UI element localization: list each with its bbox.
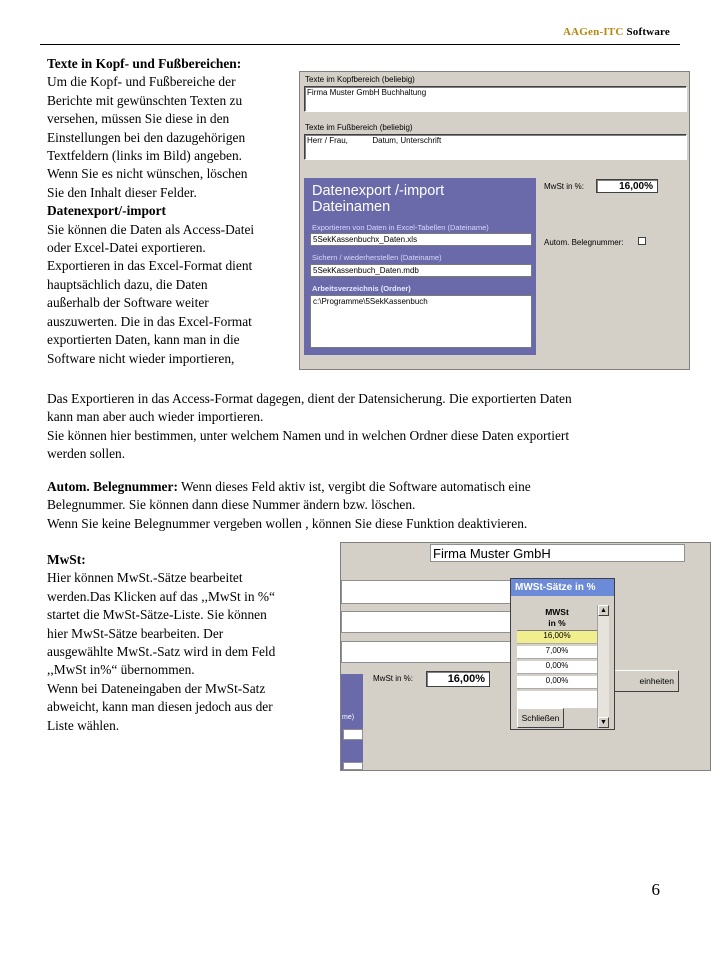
mwst-screenshot <box>340 542 711 771</box>
mwst-value-2: 16,00% <box>447 673 485 685</box>
text-line: Hier können MwSt.-Sätze bearbeitet <box>47 570 243 586</box>
kopf-textarea[interactable] <box>304 86 687 112</box>
arbeits-label: Arbeitsverzeichnis (Ordner) <box>312 284 411 293</box>
text-line: Textfeldern (links im Bild) angeben. <box>47 148 243 164</box>
text-line: Einstellungen bei den dazugehörigen <box>47 129 246 145</box>
schliessen-label: Schließen <box>521 713 560 723</box>
settings-screenshot <box>299 71 690 370</box>
sichern-filename-input[interactable] <box>310 264 532 277</box>
scroll-down-icon[interactable]: ▼ <box>598 717 609 728</box>
popup-title: MWSt-Sätze in % <box>511 579 614 596</box>
kopf-value: Firma Muster GmbH Buchhaltung <box>307 88 427 97</box>
fuss-label: Texte im Fußbereich (beliebig) <box>305 123 413 132</box>
text-line: Belegnummer. Sie können dann diese Nummer ändern bzw. löschen. <box>47 497 416 513</box>
text-line: Wenn dieses Feld aktiv ist, vergibt die Software automatisch eine <box>177 479 531 494</box>
text-line: ausgewählte MwSt.-Satz wird in dem Feld <box>47 644 276 660</box>
excel-filename-input[interactable] <box>310 233 532 246</box>
text-line: Sie können hier bestimmen, unter welchem Namen und in welchen Ordner diese Daten exportiert <box>47 427 570 443</box>
text-line: werden sollen. <box>47 446 126 462</box>
excel-filename-value: 5SekKassenbuchx_Daten.xls <box>313 235 418 244</box>
text-line: Sie können die Daten als Access-Datei <box>47 221 255 237</box>
text-line: versehen, müssen Sie diese in den <box>47 111 230 127</box>
rates-column-header <box>517 605 597 631</box>
text-line: hauptsächlich dazu, die Daten <box>47 276 208 292</box>
sichern-label: Sichern / wiederherstellen (Dateiname) <box>312 253 442 262</box>
text-line: oder Excel-Datei exportieren. <box>47 240 206 256</box>
excel-label: Exportieren von Daten in Excel-Tabellen (Dateiname) <box>312 223 489 232</box>
mwst-label: MwSt in %: <box>544 182 585 191</box>
text-line: auszuwerten. Die in das Excel-Format <box>47 313 252 329</box>
text-line: außerhalb der Software weiter <box>47 295 209 311</box>
partial-label: me) <box>342 714 355 721</box>
text-line: Liste wählen. <box>47 717 120 733</box>
mwst-label-2: MwSt in %: <box>373 674 414 683</box>
text-line: hier MwSt-Sätze bearbeiten. Der <box>47 625 224 641</box>
text-line: kann man aber auch wieder importieren. <box>47 409 264 425</box>
page-number: 6 <box>651 880 660 899</box>
mwst-value: 16,00% <box>619 181 653 192</box>
panel-title-2: Dateinamen <box>312 199 391 215</box>
rate-row[interactable]: 7,00% <box>517 646 597 659</box>
mwst-field[interactable] <box>596 179 658 193</box>
text-line: startet die MwSt-Sätze-Liste. Sie können <box>47 607 267 623</box>
rates-list-empty <box>517 691 597 708</box>
rate-row[interactable]: 16,00% <box>517 631 597 644</box>
text-line: abweicht, kann man diesen jedoch aus der <box>47 699 273 715</box>
firma-field[interactable] <box>430 544 685 562</box>
text-line: Wenn bei Dateneingaben der MwSt-Satz <box>47 680 266 696</box>
beleg-checkbox[interactable] <box>638 237 646 245</box>
heading-belegnummer: Autom. Belegnummer: <box>47 479 178 494</box>
text-line: Um die Kopf- und Fußbereiche der <box>47 74 236 90</box>
rate-row[interactable]: 0,00% <box>517 676 597 689</box>
page-header <box>563 26 670 38</box>
bg-field-2 <box>341 611 511 633</box>
mwst-section <box>47 551 332 735</box>
firma-value: Firma Muster GmbH <box>433 546 551 561</box>
text-line: ,,MwSt in%“ übernommen. <box>47 662 195 678</box>
partial-field-1 <box>343 729 363 740</box>
text-line: exportierten Daten, kann man in die <box>47 332 240 348</box>
schliessen-button[interactable] <box>517 708 564 728</box>
text-line: werden.Das Klicken auf das ,,MwSt in %“ <box>47 588 275 604</box>
col-header-1: MWSt <box>545 607 569 617</box>
rates-scrollbar[interactable] <box>597 605 609 728</box>
kopf-label: Texte im Kopfbereich (beliebig) <box>305 75 415 84</box>
bg-field-1 <box>341 580 511 604</box>
heading-datenexport: Datenexport/-import <box>47 203 166 219</box>
datenexport-continued <box>47 390 697 464</box>
text-line: Berichte mit gewünschten Texten zu <box>47 92 243 108</box>
mwst-saetze-popup <box>510 578 615 730</box>
mwst-field-2[interactable] <box>426 671 490 687</box>
einheiten-label: einheiten <box>639 676 674 686</box>
heading-mwst: MwSt: <box>47 552 86 567</box>
text-line: Software nicht wieder importieren, <box>47 350 235 366</box>
text-line: Sie den Inhalt dieser Felder. <box>47 184 197 200</box>
fuss-textarea[interactable] <box>304 134 687 160</box>
datenexport-panel <box>304 178 536 355</box>
text-line: Das Exportieren in das Access-Format dagegen, dient der Datensicherung. Die exportierten Daten <box>47 391 572 406</box>
header-suffix: Software <box>626 26 670 38</box>
scroll-up-icon[interactable]: ▲ <box>598 605 609 616</box>
text-line: Wenn Sie keine Belegnummer vergeben wollen , können Sie diese Funktion deaktivieren. <box>47 515 528 531</box>
heading-kopf-fuss: Texte in Kopf- und Fußbereichen: <box>47 56 242 71</box>
panel-title-1: Datenexport /-import <box>312 183 445 199</box>
partial-field-2 <box>343 762 363 770</box>
left-column-top <box>47 55 297 368</box>
header-brand: AAGen-ITC <box>563 26 624 38</box>
bg-field-3 <box>341 641 511 663</box>
col-header-2: in % <box>548 618 566 628</box>
sichern-filename-value: 5SekKassenbuch_Daten.mdb <box>313 266 419 275</box>
arbeits-folder-input[interactable] <box>310 295 532 348</box>
beleg-label: Autom. Belegnummer: <box>544 238 624 247</box>
text-line: Exportieren in das Excel-Format dient <box>47 258 253 274</box>
arbeits-folder-value: c:\Programme\5SekKassenbuch <box>313 297 428 306</box>
text-line: Wenn Sie es nicht wünschen, löschen <box>47 166 248 182</box>
fuss-value: Herr / Frau, Datum, Unterschrift <box>307 136 442 145</box>
header-rule <box>40 44 680 45</box>
belegnummer-section <box>47 478 697 533</box>
side-panel-fragment <box>341 674 363 770</box>
rate-row[interactable]: 0,00% <box>517 661 597 674</box>
